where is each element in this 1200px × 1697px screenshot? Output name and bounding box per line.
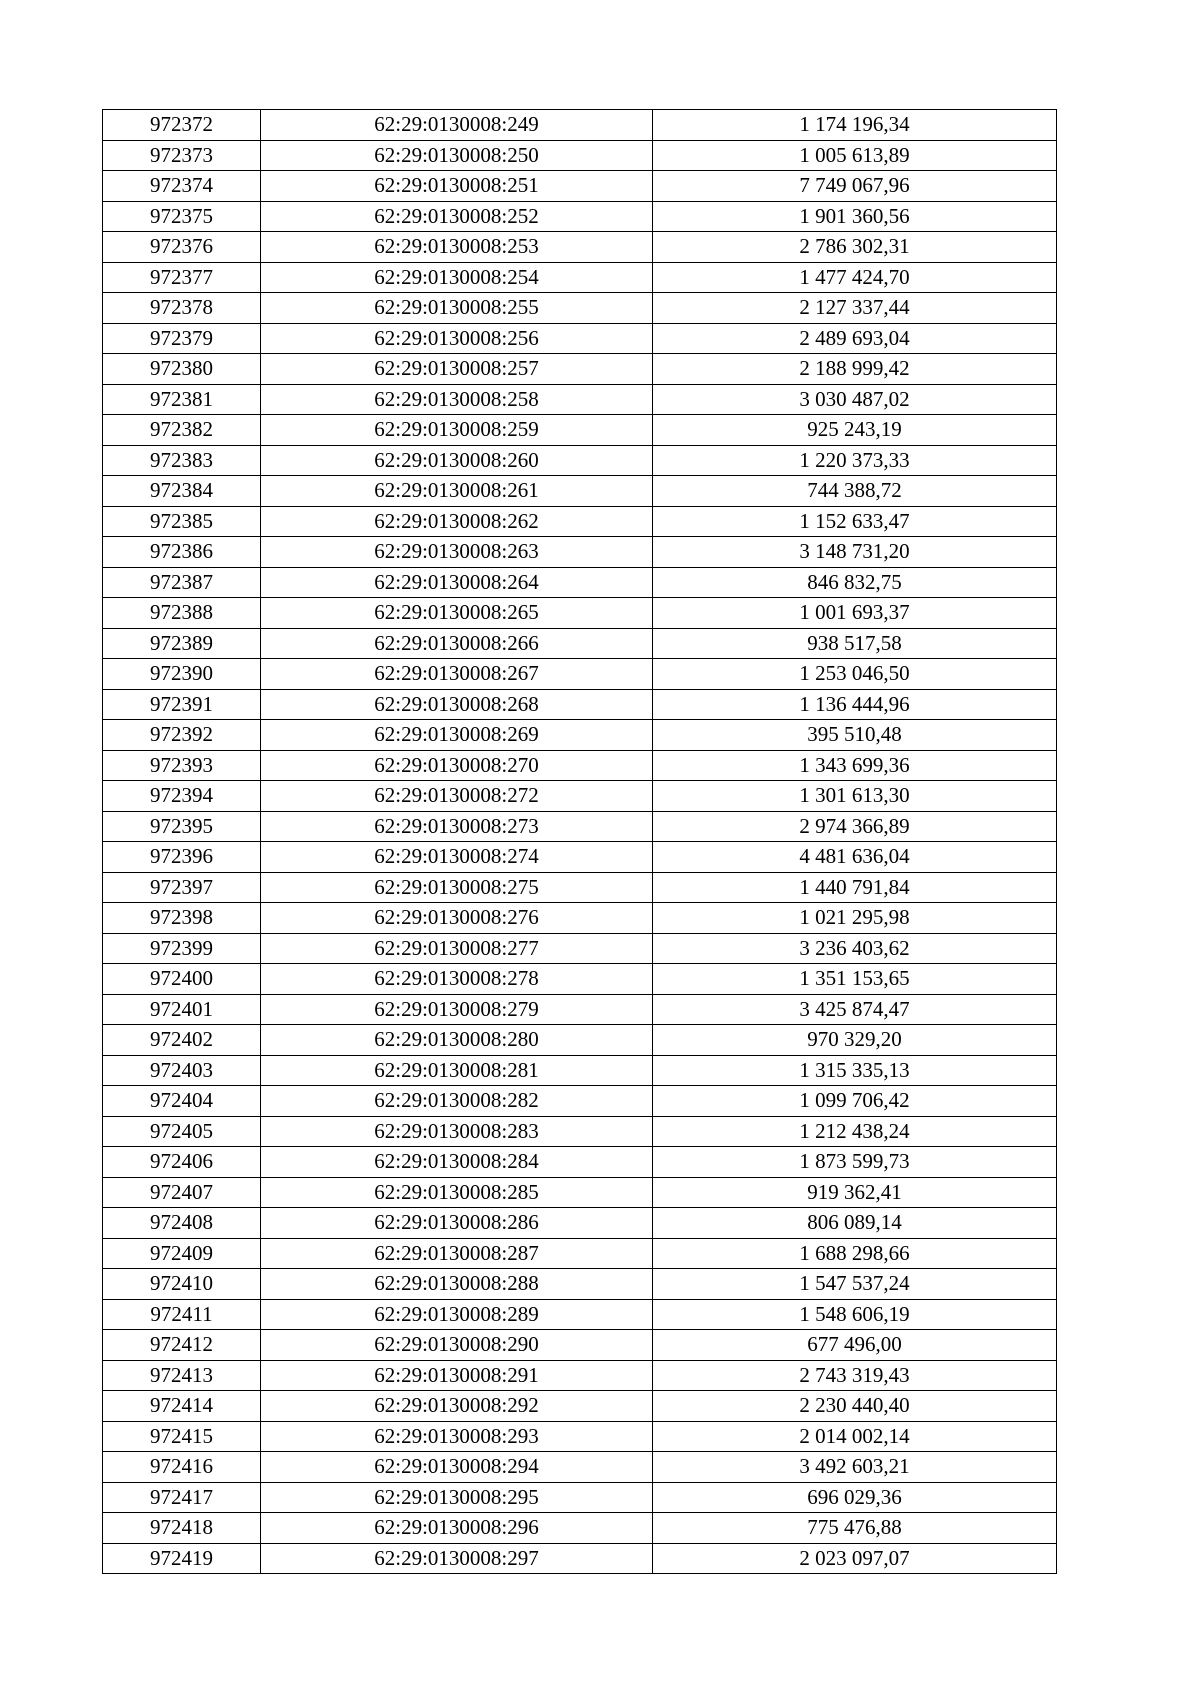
cadastral-value-cell: 2 786 302,31	[653, 232, 1057, 263]
cadastral-value-cell: 1 001 693,37	[653, 598, 1057, 629]
row-number-cell: 972384	[103, 476, 261, 507]
cadastral-number-cell: 62:29:0130008:276	[261, 903, 653, 934]
cadastral-number-cell: 62:29:0130008:260	[261, 445, 653, 476]
cadastral-value-cell: 3 148 731,20	[653, 537, 1057, 568]
cadastral-value-cell: 3 236 403,62	[653, 933, 1057, 964]
table-row	[103, 1543, 1057, 1574]
row-number-cell: 972394	[103, 781, 261, 812]
row-number-cell: 972417	[103, 1482, 261, 1513]
row-number-cell: 972412	[103, 1330, 261, 1361]
cadastral-value-cell: 1 212 438,24	[653, 1116, 1057, 1147]
cadastral-value-cell: 1 873 599,73	[653, 1147, 1057, 1178]
table-row	[103, 1269, 1057, 1300]
cadastral-value-cell: 3 492 603,21	[653, 1452, 1057, 1483]
table-row	[103, 110, 1057, 141]
cadastral-value-cell: 1 901 360,56	[653, 201, 1057, 232]
table-row	[103, 1147, 1057, 1178]
cadastral-number-cell: 62:29:0130008:266	[261, 628, 653, 659]
row-number-cell: 972385	[103, 506, 261, 537]
cadastral-number-cell: 62:29:0130008:277	[261, 933, 653, 964]
cadastral-value-cell: 775 476,88	[653, 1513, 1057, 1544]
row-number-cell: 972375	[103, 201, 261, 232]
cadastral-number-cell: 62:29:0130008:285	[261, 1177, 653, 1208]
table-row	[103, 201, 1057, 232]
cadastral-number-cell: 62:29:0130008:274	[261, 842, 653, 873]
cadastral-number-cell: 62:29:0130008:293	[261, 1421, 653, 1452]
table-row	[103, 689, 1057, 720]
table-row	[103, 1238, 1057, 1269]
cadastral-value-cell: 1 688 298,66	[653, 1238, 1057, 1269]
cadastral-number-cell: 62:29:0130008:287	[261, 1238, 653, 1269]
row-number-cell: 972374	[103, 171, 261, 202]
cadastral-value-cell: 919 362,41	[653, 1177, 1057, 1208]
cadastral-value-cell: 2 743 319,43	[653, 1360, 1057, 1391]
cadastral-value-cell: 1 351 153,65	[653, 964, 1057, 995]
cadastral-value-cell: 3 425 874,47	[653, 994, 1057, 1025]
table-row	[103, 445, 1057, 476]
table-row	[103, 1513, 1057, 1544]
table-row	[103, 171, 1057, 202]
row-number-cell: 972393	[103, 750, 261, 781]
table-row	[103, 476, 1057, 507]
cadastral-number-cell: 62:29:0130008:292	[261, 1391, 653, 1422]
table-row	[103, 598, 1057, 629]
cadastral-number-cell: 62:29:0130008:263	[261, 537, 653, 568]
cadastral-value-cell: 1 005 613,89	[653, 140, 1057, 171]
cadastral-value-cell: 3 030 487,02	[653, 384, 1057, 415]
row-number-cell: 972377	[103, 262, 261, 293]
cadastral-value-cell: 2 014 002,14	[653, 1421, 1057, 1452]
cadastral-number-cell: 62:29:0130008:265	[261, 598, 653, 629]
cadastral-number-cell: 62:29:0130008:269	[261, 720, 653, 751]
table-row	[103, 1452, 1057, 1483]
row-number-cell: 972391	[103, 689, 261, 720]
cadastral-value-cell: 2 188 999,42	[653, 354, 1057, 385]
table-row	[103, 384, 1057, 415]
cadastral-number-cell: 62:29:0130008:290	[261, 1330, 653, 1361]
cadastral-number-cell: 62:29:0130008:252	[261, 201, 653, 232]
cadastral-value-cell: 395 510,48	[653, 720, 1057, 751]
row-number-cell: 972378	[103, 293, 261, 324]
row-number-cell: 972404	[103, 1086, 261, 1117]
row-number-cell: 972406	[103, 1147, 261, 1178]
cadastral-number-cell: 62:29:0130008:275	[261, 872, 653, 903]
cadastral-value-cell: 7 749 067,96	[653, 171, 1057, 202]
row-number-cell: 972376	[103, 232, 261, 263]
row-number-cell: 972386	[103, 537, 261, 568]
cadastral-value-cell: 1 343 699,36	[653, 750, 1057, 781]
cadastral-number-cell: 62:29:0130008:256	[261, 323, 653, 354]
row-number-cell: 972400	[103, 964, 261, 995]
cadastral-value-cell: 1 301 613,30	[653, 781, 1057, 812]
table-row	[103, 903, 1057, 934]
cadastral-number-cell: 62:29:0130008:264	[261, 567, 653, 598]
cadastral-value-cell: 1 099 706,42	[653, 1086, 1057, 1117]
table-row	[103, 415, 1057, 446]
row-number-cell: 972397	[103, 872, 261, 903]
cadastral-number-cell: 62:29:0130008:253	[261, 232, 653, 263]
cadastral-number-cell: 62:29:0130008:270	[261, 750, 653, 781]
row-number-cell: 972387	[103, 567, 261, 598]
table-row	[103, 1482, 1057, 1513]
cadastral-number-cell: 62:29:0130008:267	[261, 659, 653, 690]
table-row	[103, 842, 1057, 873]
cadastral-number-cell: 62:29:0130008:257	[261, 354, 653, 385]
cadastral-number-cell: 62:29:0130008:297	[261, 1543, 653, 1574]
cadastral-number-cell: 62:29:0130008:295	[261, 1482, 653, 1513]
cadastral-value-cell: 1 136 444,96	[653, 689, 1057, 720]
cadastral-value-cell: 1 174 196,34	[653, 110, 1057, 141]
row-number-cell: 972388	[103, 598, 261, 629]
cadastral-number-cell: 62:29:0130008:286	[261, 1208, 653, 1239]
cadastral-value-cell: 1 220 373,33	[653, 445, 1057, 476]
row-number-cell: 972389	[103, 628, 261, 659]
cadastral-value-cell: 938 517,58	[653, 628, 1057, 659]
row-number-cell: 972379	[103, 323, 261, 354]
cadastral-value-cell: 677 496,00	[653, 1330, 1057, 1361]
table-row	[103, 933, 1057, 964]
row-number-cell: 972399	[103, 933, 261, 964]
cadastral-number-cell: 62:29:0130008:254	[261, 262, 653, 293]
row-number-cell: 972381	[103, 384, 261, 415]
row-number-cell: 972418	[103, 1513, 261, 1544]
row-number-cell: 972414	[103, 1391, 261, 1422]
cadastral-number-cell: 62:29:0130008:258	[261, 384, 653, 415]
cadastral-value-cell: 4 481 636,04	[653, 842, 1057, 873]
cadastral-number-cell: 62:29:0130008:282	[261, 1086, 653, 1117]
cadastral-value-cell: 925 243,19	[653, 415, 1057, 446]
row-number-cell: 972398	[103, 903, 261, 934]
row-number-cell: 972411	[103, 1299, 261, 1330]
table-row	[103, 1055, 1057, 1086]
cadastral-value-cell: 806 089,14	[653, 1208, 1057, 1239]
table-row	[103, 811, 1057, 842]
cadastral-value-cell: 696 029,36	[653, 1482, 1057, 1513]
cadastral-number-cell: 62:29:0130008:259	[261, 415, 653, 446]
cadastral-value-cell: 1 021 295,98	[653, 903, 1057, 934]
table-row	[103, 750, 1057, 781]
table-row	[103, 506, 1057, 537]
row-number-cell: 972392	[103, 720, 261, 751]
table-row	[103, 1360, 1057, 1391]
row-number-cell: 972373	[103, 140, 261, 171]
row-number-cell: 972419	[103, 1543, 261, 1574]
row-number-cell: 972410	[103, 1269, 261, 1300]
row-number-cell: 972382	[103, 415, 261, 446]
cadastral-number-cell: 62:29:0130008:249	[261, 110, 653, 141]
table-row	[103, 1086, 1057, 1117]
table-row	[103, 720, 1057, 751]
cadastral-value-cell: 1 152 633,47	[653, 506, 1057, 537]
table-row	[103, 659, 1057, 690]
cadastral-number-cell: 62:29:0130008:296	[261, 1513, 653, 1544]
cadastral-number-cell: 62:29:0130008:261	[261, 476, 653, 507]
cadastral-value-cell: 2 489 693,04	[653, 323, 1057, 354]
cadastral-number-cell: 62:29:0130008:281	[261, 1055, 653, 1086]
cadastral-number-cell: 62:29:0130008:262	[261, 506, 653, 537]
cadastral-number-cell: 62:29:0130008:289	[261, 1299, 653, 1330]
cadastral-value-cell: 1 253 046,50	[653, 659, 1057, 690]
cadastral-value-cell: 744 388,72	[653, 476, 1057, 507]
cadastral-number-cell: 62:29:0130008:272	[261, 781, 653, 812]
table-row	[103, 1116, 1057, 1147]
table-row	[103, 232, 1057, 263]
row-number-cell: 972402	[103, 1025, 261, 1056]
cadastral-value-cell: 2 023 097,07	[653, 1543, 1057, 1574]
table-row	[103, 140, 1057, 171]
row-number-cell: 972390	[103, 659, 261, 690]
table-row	[103, 1330, 1057, 1361]
row-number-cell: 972413	[103, 1360, 261, 1391]
table-row	[103, 1391, 1057, 1422]
row-number-cell: 972409	[103, 1238, 261, 1269]
cadastral-value-cell: 2 127 337,44	[653, 293, 1057, 324]
cadastral-number-cell: 62:29:0130008:268	[261, 689, 653, 720]
cadastral-value-cell: 1 547 537,24	[653, 1269, 1057, 1300]
cadastral-number-cell: 62:29:0130008:288	[261, 1269, 653, 1300]
cadastral-value-cell: 846 832,75	[653, 567, 1057, 598]
cadastral-number-cell: 62:29:0130008:280	[261, 1025, 653, 1056]
row-number-cell: 972395	[103, 811, 261, 842]
row-number-cell: 972407	[103, 1177, 261, 1208]
cadastral-number-cell: 62:29:0130008:294	[261, 1452, 653, 1483]
cadastral-number-cell: 62:29:0130008:273	[261, 811, 653, 842]
table-row	[103, 628, 1057, 659]
table-row	[103, 964, 1057, 995]
table-row	[103, 567, 1057, 598]
row-number-cell: 972405	[103, 1116, 261, 1147]
table-row	[103, 323, 1057, 354]
table-row	[103, 262, 1057, 293]
table-row	[103, 1025, 1057, 1056]
table-body	[103, 110, 1057, 1574]
row-number-cell: 972415	[103, 1421, 261, 1452]
cadastral-value-cell: 1 440 791,84	[653, 872, 1057, 903]
cadastral-value-cell: 2 230 440,40	[653, 1391, 1057, 1422]
row-number-cell: 972396	[103, 842, 261, 873]
row-number-cell: 972416	[103, 1452, 261, 1483]
cadastral-number-cell: 62:29:0130008:251	[261, 171, 653, 202]
row-number-cell: 972408	[103, 1208, 261, 1239]
cadastral-value-cell: 1 548 606,19	[653, 1299, 1057, 1330]
cadastral-number-cell: 62:29:0130008:255	[261, 293, 653, 324]
table-row	[103, 537, 1057, 568]
table-row	[103, 1177, 1057, 1208]
row-number-cell: 972380	[103, 354, 261, 385]
cadastral-value-cell: 2 974 366,89	[653, 811, 1057, 842]
cadastral-value-cell: 1 315 335,13	[653, 1055, 1057, 1086]
table-row	[103, 293, 1057, 324]
cadastral-value-cell: 1 477 424,70	[653, 262, 1057, 293]
cadastral-number-cell: 62:29:0130008:291	[261, 1360, 653, 1391]
cadastral-value-cell: 970 329,20	[653, 1025, 1057, 1056]
cadastral-value-table	[102, 109, 1057, 1574]
table-row	[103, 354, 1057, 385]
cadastral-number-cell: 62:29:0130008:278	[261, 964, 653, 995]
row-number-cell: 972403	[103, 1055, 261, 1086]
table-row	[103, 1208, 1057, 1239]
table-row	[103, 1299, 1057, 1330]
cadastral-number-cell: 62:29:0130008:283	[261, 1116, 653, 1147]
table-row	[103, 781, 1057, 812]
row-number-cell: 972372	[103, 110, 261, 141]
table-row	[103, 1421, 1057, 1452]
table-row	[103, 872, 1057, 903]
table-row	[103, 994, 1057, 1025]
row-number-cell: 972383	[103, 445, 261, 476]
cadastral-number-cell: 62:29:0130008:279	[261, 994, 653, 1025]
row-number-cell: 972401	[103, 994, 261, 1025]
cadastral-number-cell: 62:29:0130008:284	[261, 1147, 653, 1178]
cadastral-number-cell: 62:29:0130008:250	[261, 140, 653, 171]
